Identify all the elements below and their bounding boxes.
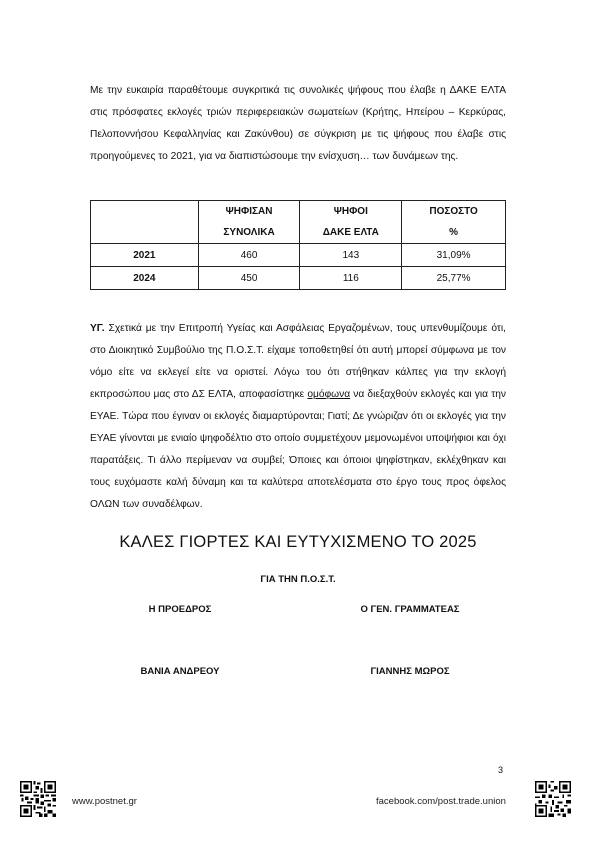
secretary-name: ΓΙΑΝΝΗΣ ΜΩΡΟΣ: [370, 666, 450, 677]
table-header-percent: ΠΟΣΟΣΤΟ %: [402, 201, 506, 244]
president-title: Η ΠΡΟΕΔΡΟΣ: [148, 604, 212, 615]
row-dake: 116: [300, 267, 402, 290]
table-header-total: ΨΗΦΙΣΑΝ ΣΥΝΟΛΙΚΑ: [198, 201, 300, 244]
postscript-text-after: να διεξαχθούν εκλογές και για την ΕΥΑΕ. Τώρα που έγιναν οι εκλογές διαμαρτύρονται; Γιατί; Δε γνώριζαν ότι οι εκλογές για την ΕΥΑΕ γίνονται με ενιαίο ψηφοδέλτιο στο οποίο συμμετέχουν μεμονωμένοι υποψήφιοι και όχι παρατάξεις. Τι άλλο περίμεναν να συμβεί; Όποιες και όποιοι ψηφίστηκαν, εκλέχθηκαν και τους ευχόμαστε καλή δύναμη και τα καλύτερα αποτελέσματα στο έργο τους προς όφελος ΟΛΩΝ των συναδέλφων.: [90, 389, 506, 510]
secretary-title: Ο ΓΕΝ. ΓΡΑΜΜΑΤΕΑΣ: [360, 604, 460, 615]
table-header-empty: [91, 201, 199, 244]
table-row: [91, 267, 506, 290]
row-year: 2024: [91, 267, 199, 290]
holiday-greeting: ΚΑΛΕΣ ΓΙΟΡΤΕΣ ΚΑΙ ΕΥΤΥΧΙΣΜΕΝΟ ΤΟ 2025: [119, 533, 477, 551]
postscript-label: ΥΓ.: [90, 323, 105, 334]
row-total: 460: [198, 244, 300, 267]
president-name: ΒΑΝΙΑ ΑΝΔΡΕΟΥ: [140, 666, 220, 677]
row-percent: 31,09%: [402, 244, 506, 267]
row-total: 450: [198, 267, 300, 290]
postscript-text-before: Σχετικά με την Επιτροπή Υγείας και Ασφάλειας Εργαζομένων, τους υπενθυμίζουμε ότι, στο Διοικητικό Συμβούλιο της Π.Ο.Σ.Τ. είχαμε τοποθετηθεί ότι αυτή μπορεί σύμφωνα με τον νόμο είτε να εκλεγεί είτε να οριστεί. Λόγω του ότι στήθηκαν κάλπες για την εκλογή εκπροσώπου μας στο ΔΣ ΕΛΤΑ, αποφασίστηκε: [90, 323, 506, 400]
signature-org: ΓΙΑ ΤΗΝ Π.Ο.Σ.Τ.: [260, 574, 336, 585]
intro-paragraph: Με την ευκαιρία παραθέτουμε συγκριτικά τις συνολικές ψήφους που έλαβε η ΔΑΚΕ ΕΛΤΑ στις πρόσφατες εκλογές τριών περιφερειακών σωματείων (Κρήτης, Ηπείρου – Κερκύρας, Πελοποννήσου Κεφαλληνίας και Ζακύνθου) σε σύγκριση με τις ψήφους που έλαβε στις προηγούμενες το 2021, για να διαπιστώσουμε την ενίσχυση… των δυνάμεων της.: [90, 85, 506, 162]
postscript-underlined: ομόφωνα: [307, 389, 351, 400]
votes-comparison-table: [90, 200, 506, 290]
row-percent: 25,77%: [402, 267, 506, 290]
table-header-row: [91, 201, 506, 244]
row-year: 2021: [91, 244, 199, 267]
website-link[interactable]: www.postnet.gr: [72, 796, 137, 807]
qr-code-icon[interactable]: [535, 781, 571, 817]
postscript-paragraph: [90, 318, 506, 516]
facebook-link[interactable]: facebook.com/post.trade.union: [376, 796, 506, 807]
page-number: 3: [498, 765, 504, 775]
table-row: [91, 244, 506, 267]
row-dake: 143: [300, 244, 402, 267]
table-header-dake: ΨΗΦΟΙ ΔΑΚΕ ΕΛΤΑ: [300, 201, 402, 244]
qr-code-icon[interactable]: [20, 781, 56, 817]
